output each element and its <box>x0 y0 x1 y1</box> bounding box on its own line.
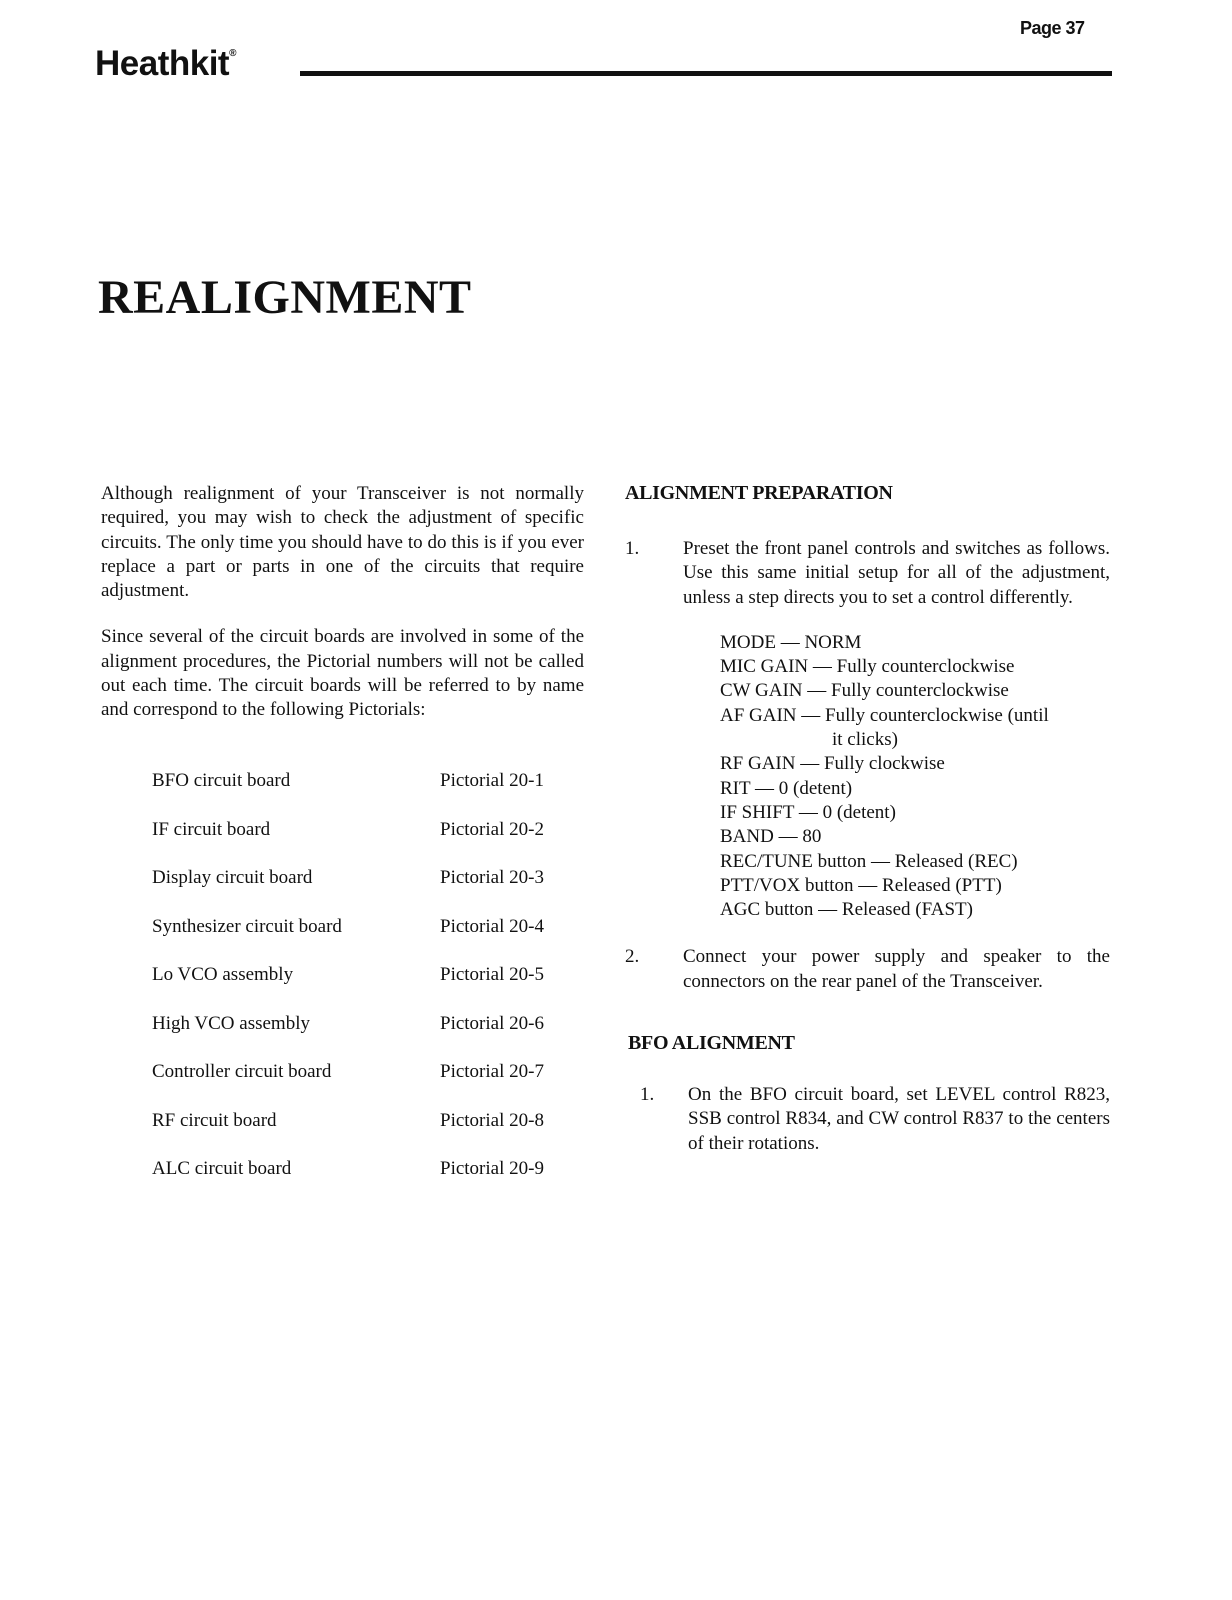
intro-paragraph: Since several of the circuit boards are involved in some of the alignment procedures, the Pictorial numbers will not be called out each time. The circuit boards will be referred to by name and correspond to the following Pictorials: <box>101 626 584 721</box>
setting-line: REC/TUNE button — Released (REC) <box>720 850 1018 872</box>
board-name: High VCO assembly <box>152 1012 310 1034</box>
pictorial-reference: Pictorial 20-1 <box>440 770 544 791</box>
pictorial-reference: Pictorial 20-3 <box>440 867 544 888</box>
setting-line: RF GAIN — Fully clockwise <box>720 753 945 775</box>
setting-line: MODE — NORM <box>720 631 862 653</box>
pictorial-row <box>152 964 592 1013</box>
bfo-alignment-heading: BFO ALIGNMENT <box>628 1032 795 1055</box>
intro-paragraph: Although realignment of your Transceiver is not normally required, you may wish to check the adjustment of specific circuits. The only time you should have to do this is if you ever replace a part or parts in one of the circuits that require adjustment. <box>101 483 584 602</box>
pictorial-reference: Pictorial 20-2 <box>440 818 544 840</box>
right-column <box>625 482 1110 1156</box>
brand-name: Heathkit <box>95 44 230 83</box>
step-text: Connect your power supply and speaker to the connectors on the rear panel of the Transceiver. <box>683 946 1110 992</box>
step-text: Preset the front panel controls and switches as follows. Use this same initial setup for all of the adjustment, unless a step directs you to set a control differently. <box>683 538 1110 608</box>
pictorial-table <box>152 770 592 1207</box>
setting-line: it clicks) <box>832 729 898 751</box>
pictorial-row <box>152 867 592 916</box>
pictorial-row <box>152 1158 592 1207</box>
page-number: Page 37 <box>1020 18 1085 38</box>
pictorial-row <box>152 916 592 965</box>
board-name: Synthesizer circuit board <box>152 915 342 937</box>
setting-line: PTT/VOX button — Released (PTT) <box>720 874 1002 896</box>
prep-step-1 <box>625 537 1110 610</box>
setting-line: AGC button — Released (FAST) <box>720 899 973 921</box>
setting-line: CW GAIN — Fully counterclockwise <box>720 680 1009 702</box>
brand-logo <box>95 44 236 84</box>
board-name: Controller circuit board <box>152 1061 332 1082</box>
setting-line: BAND — 80 <box>720 826 822 848</box>
control-settings-list <box>720 631 1110 923</box>
pictorial-reference: Pictorial 20-8 <box>440 1109 544 1131</box>
header-rule <box>300 71 1112 76</box>
step-text: On the BFO circuit board, set LEVEL control R823, SSB control R834, and CW control R837 to the centers of their rotations. <box>688 1084 1110 1154</box>
pictorial-reference: Pictorial 20-9 <box>440 1158 544 1179</box>
board-name: Display circuit board <box>152 867 313 888</box>
page-title: REALIGNMENT <box>98 271 472 324</box>
setting-line: MIC GAIN — Fully counterclockwise <box>720 656 1015 678</box>
pictorial-reference: Pictorial 20-6 <box>440 1012 544 1034</box>
intro-column <box>101 482 584 745</box>
pictorial-row <box>152 819 592 868</box>
setting-line: AF GAIN — Fully counterclockwise (until <box>720 704 1049 726</box>
setting-line: RIT — 0 (detent) <box>720 777 853 799</box>
pictorial-reference: Pictorial 20-7 <box>440 1061 544 1082</box>
prep-step-2 <box>625 945 1110 994</box>
bfo-step-1 <box>640 1083 1110 1156</box>
board-name: BFO circuit board <box>152 770 291 791</box>
pictorial-row <box>152 1013 592 1062</box>
alignment-preparation-heading: ALIGNMENT PREPARATION <box>625 482 893 504</box>
pictorial-row <box>152 1110 592 1159</box>
pictorial-reference: Pictorial 20-4 <box>440 915 544 937</box>
pictorial-row <box>152 1061 592 1110</box>
pictorial-reference: Pictorial 20-5 <box>440 964 544 985</box>
board-name: ALC circuit board <box>152 1158 292 1179</box>
registered-mark: ® <box>229 48 236 59</box>
board-name: RF circuit board <box>152 1109 277 1131</box>
board-name: IF circuit board <box>152 818 271 840</box>
step-number: 1. <box>625 538 640 559</box>
setting-line: IF SHIFT — 0 (detent) <box>720 801 896 823</box>
board-name: Lo VCO assembly <box>152 964 294 985</box>
step-number: 1. <box>640 1084 655 1106</box>
step-number: 2. <box>625 946 640 968</box>
pictorial-row <box>152 770 592 819</box>
